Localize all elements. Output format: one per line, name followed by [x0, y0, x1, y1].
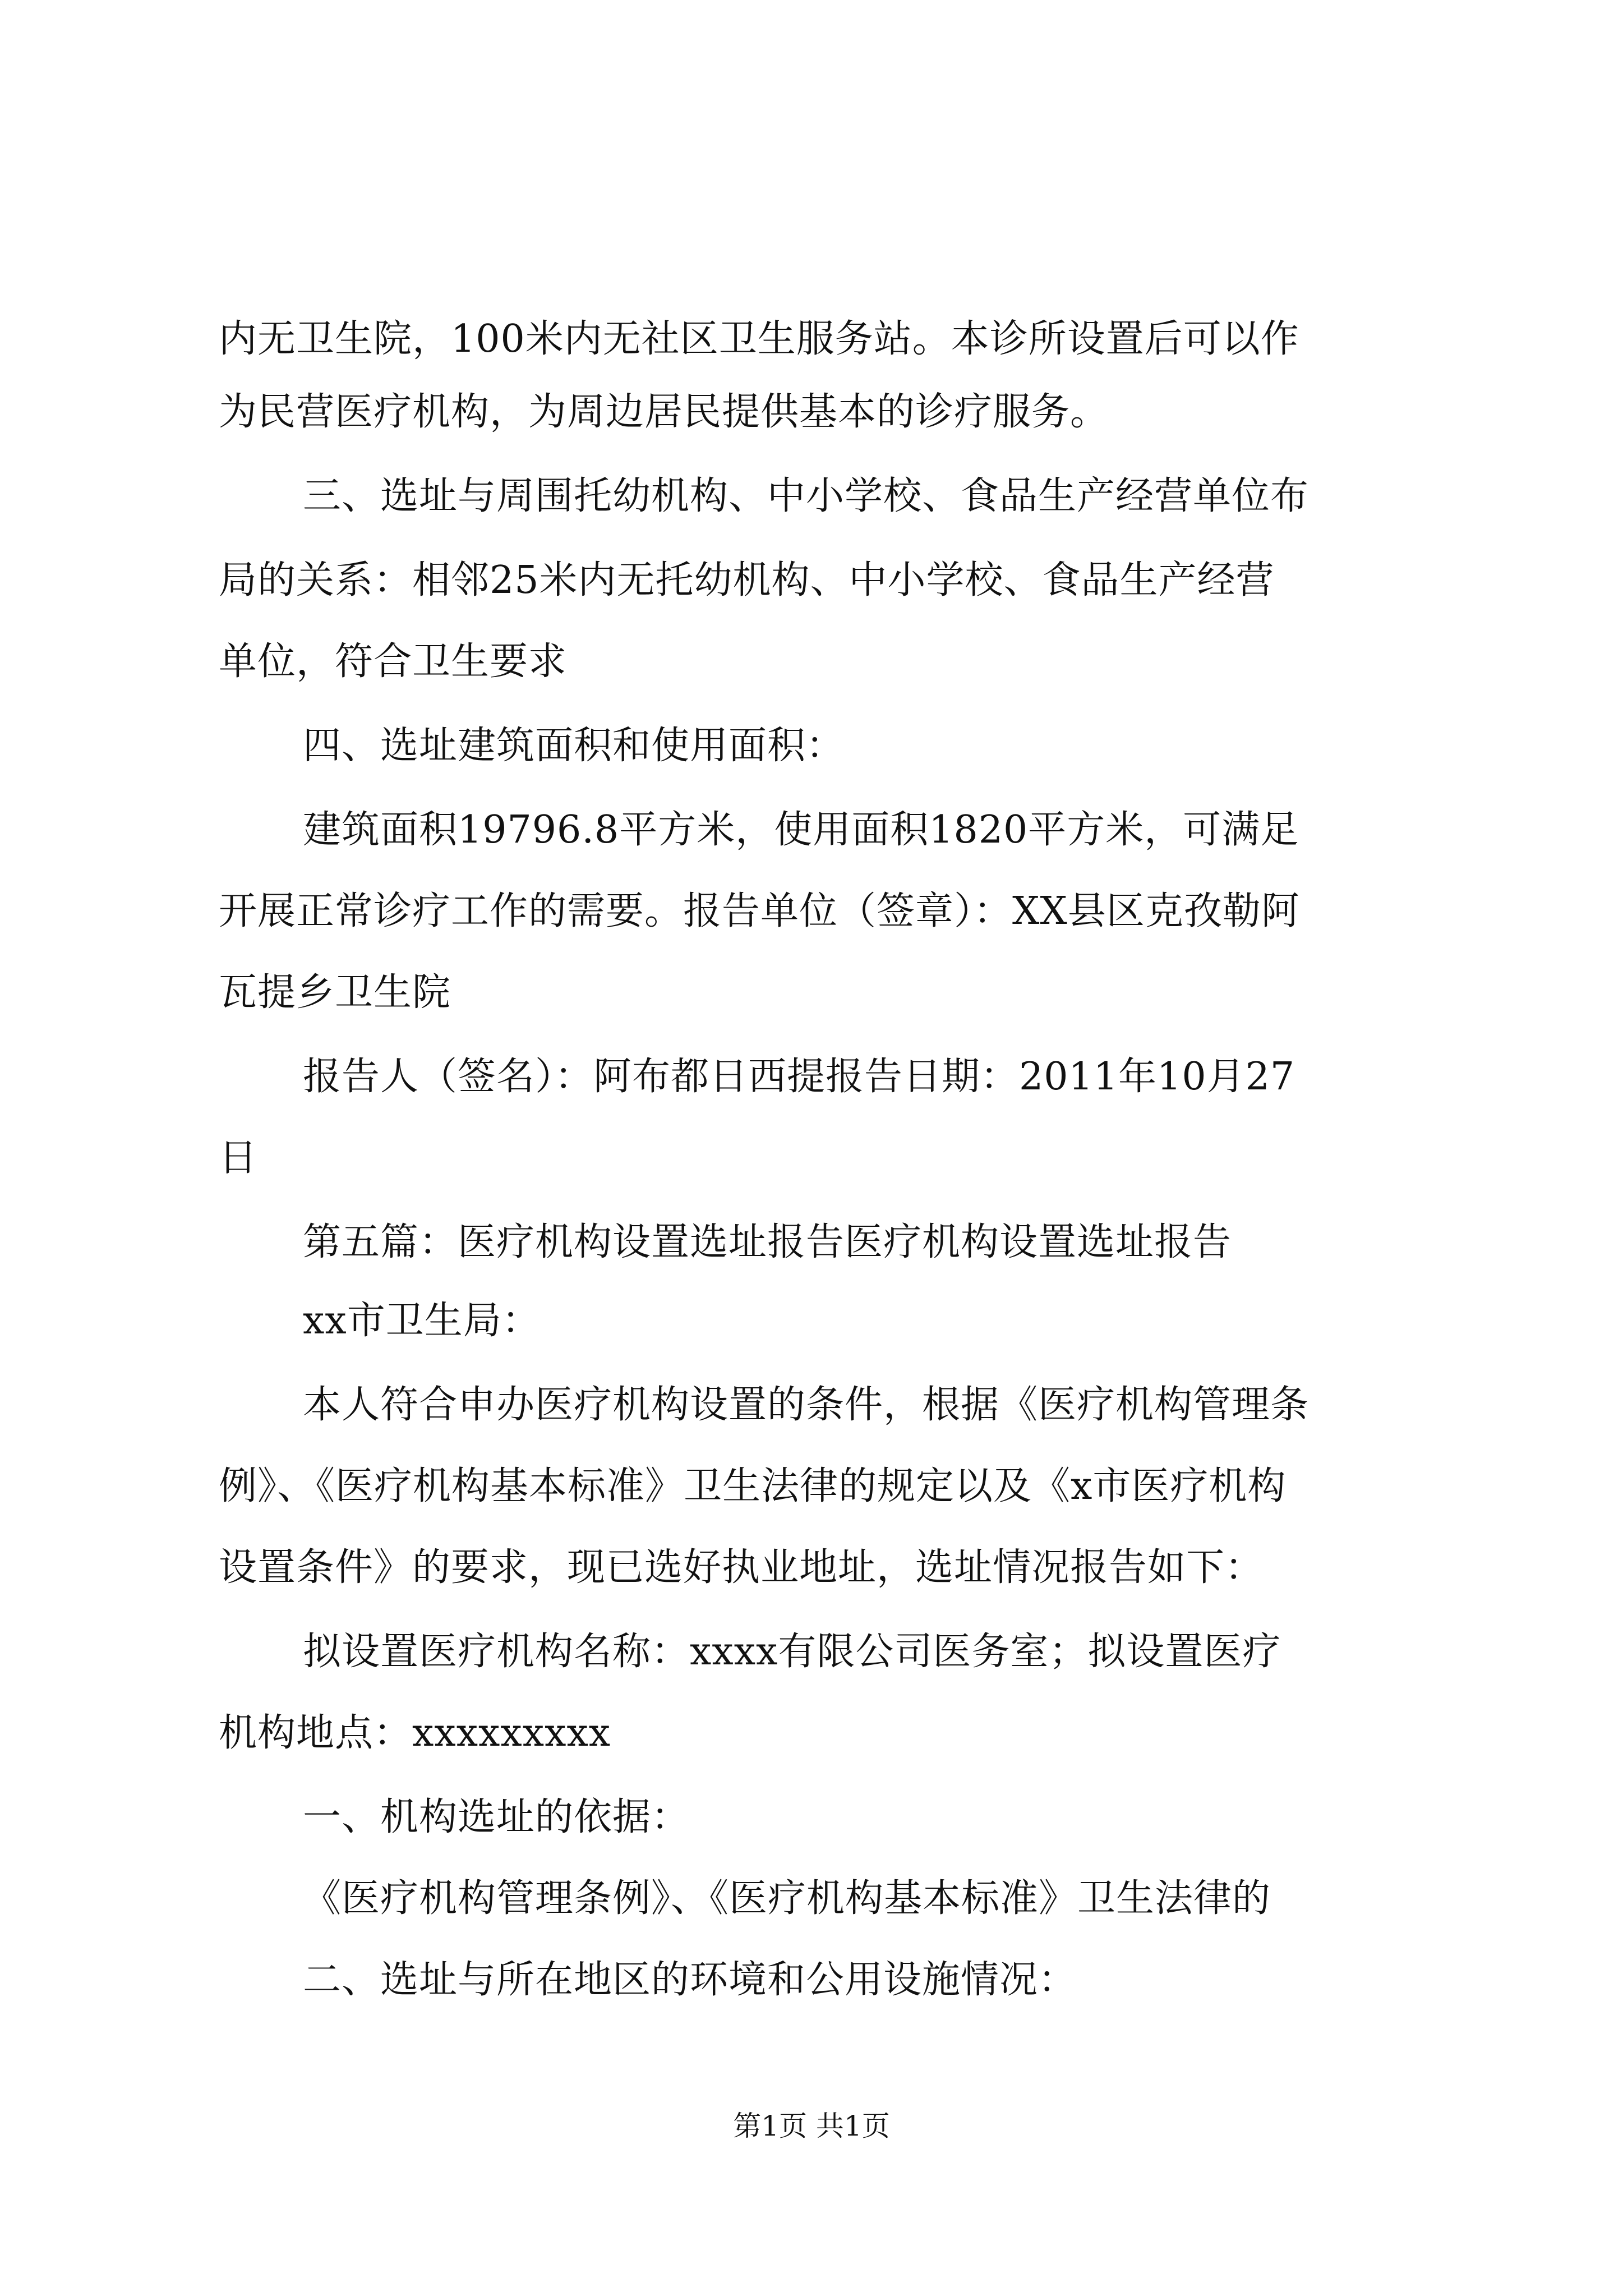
- text-line: 为民营医疗机构，为周边居民提供基本的诊疗服务。: [219, 390, 1109, 434]
- text-line: 单位，符合卫生要求: [219, 639, 568, 684]
- text-line: 瓦提乡卫生院: [219, 970, 451, 1015]
- text-line: 《医疗机构管理条例》、《医疗机构基本标准》卫生法律的: [303, 1876, 1271, 1921]
- page-footer: 第1页 共1页: [733, 2110, 890, 2142]
- text-line: 开展正常诊疗工作的需要。报告单位（签章）：XX县区克孜勒阿: [219, 889, 1300, 933]
- text-line: 二、选址与所在地区的环境和公用设施情况：: [303, 1958, 1077, 2002]
- text-line: 内无卫生院，100米内无社区卫生服务站。本诊所设置后可以作: [219, 317, 1299, 361]
- text-line: 局的关系：相邻25米内无托幼机构、中小学校、食品生产经营: [219, 558, 1275, 602]
- text-line: 拟设置医疗机构名称：xxxx有限公司医务室；拟设置医疗: [303, 1630, 1281, 1674]
- text-line: 建筑面积19796.8平方米，使用面积1820平方米，可满足: [303, 808, 1299, 852]
- text-line: 设置条件》的要求，现已选好执业地址，选址情况报告如下：: [219, 1545, 1264, 1590]
- text-line: 三、选址与周围托幼机构、中小学校、食品生产经营单位布: [303, 474, 1310, 518]
- text-line: 报告人（签名）：阿布都日西提报告日期：2011年10月27: [303, 1055, 1295, 1099]
- text-line: 一、机构选址的依据：: [303, 1795, 690, 1839]
- text-line: 机构地点：xxxxxxxxx: [219, 1711, 611, 1755]
- text-line: 日: [219, 1136, 258, 1180]
- text-line: 四、选址建筑面积和使用面积：: [303, 724, 845, 768]
- text-line: 第五篇：医疗机构设置选址报告医疗机构设置选址报告: [303, 1220, 1232, 1264]
- text-line: 本人符合申办医疗机构设置的条件，根据《医疗机构管理条: [303, 1383, 1310, 1427]
- text-line: xx市卫生局：: [303, 1299, 541, 1343]
- text-line: 例》、《医疗机构基本标准》卫生法律的规定以及《x市医疗机构: [219, 1464, 1287, 1508]
